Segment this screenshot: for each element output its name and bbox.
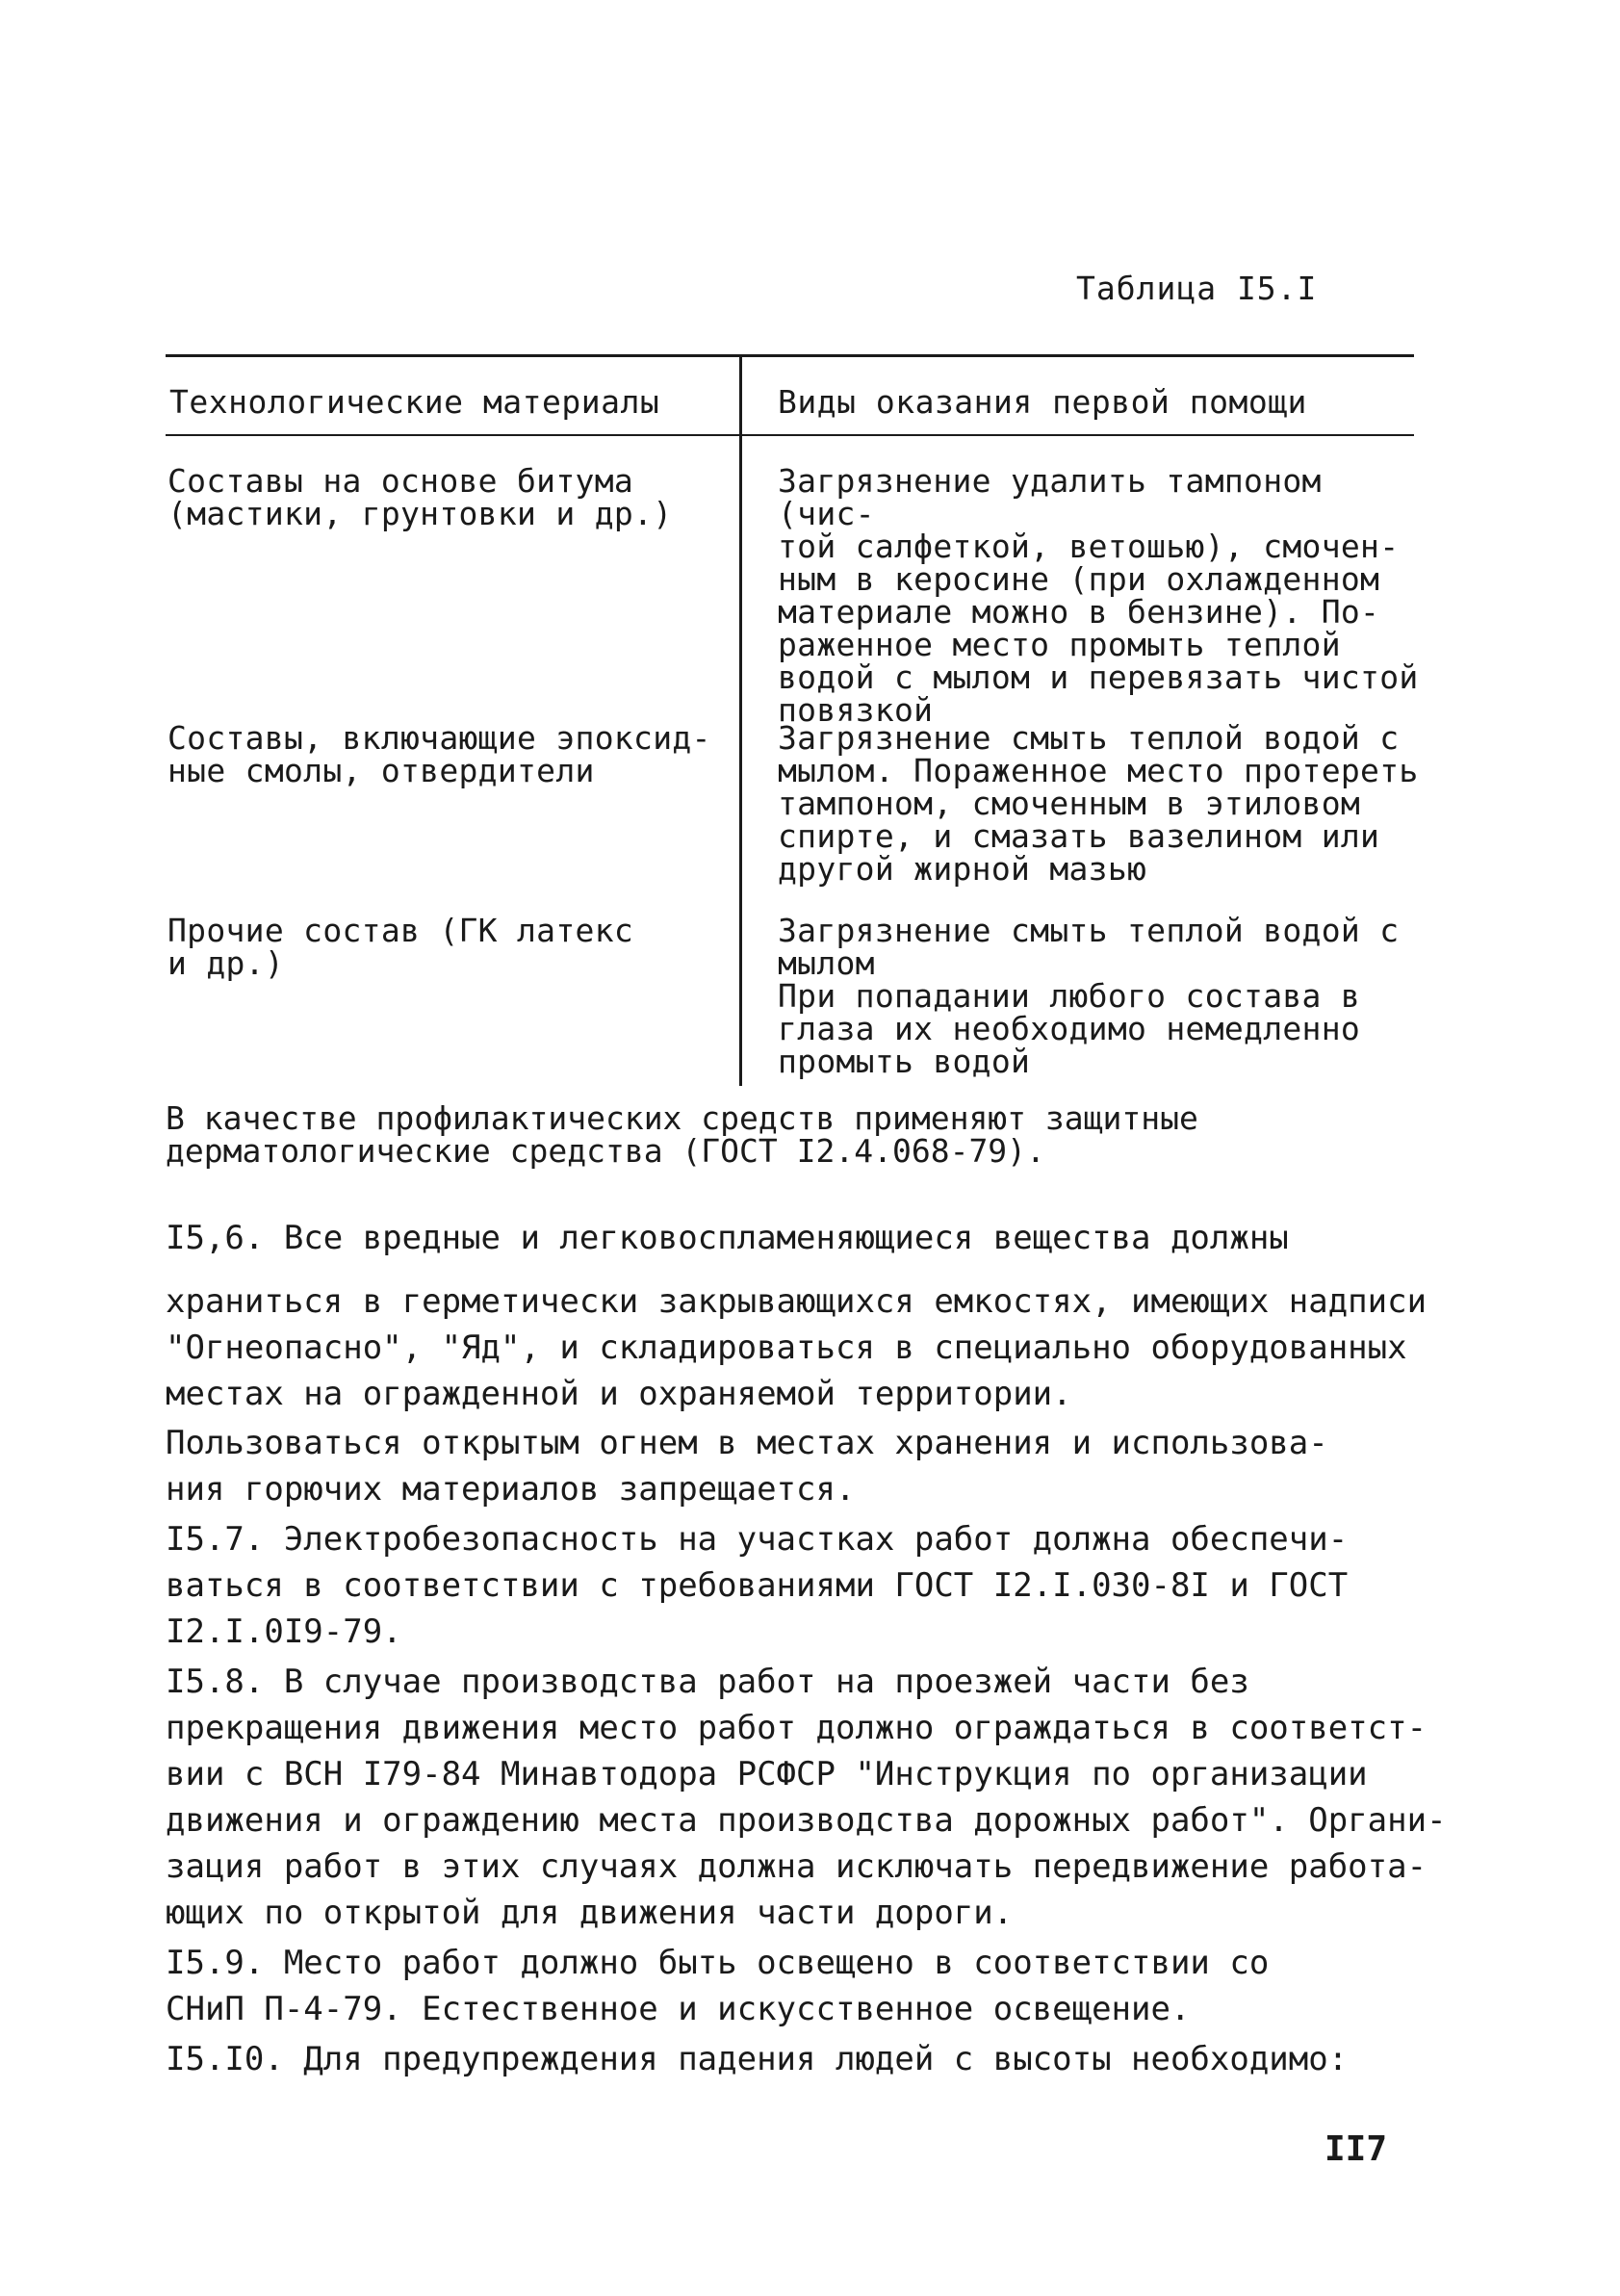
table-cell-material-3: Прочие состав (ГК латекс и др.) (167, 912, 634, 982)
table-header-first-aid: Виды оказания первой помощи (778, 383, 1307, 421)
table-column-divider (739, 354, 742, 1086)
paragraph-open-fire: Пользоваться открытым огнем в местах хранения и использова- ния горючих материалов запрещается. (166, 1424, 1328, 1509)
table-cell-first-aid-3: Загрязнение смыть теплой водой с мылом При попадании любого состава в глаза их необходимо немедленно промыть водой (778, 912, 1400, 1080)
page-number: II7 (1324, 2129, 1388, 2169)
table-cell-first-aid-2: Загрязнение смыть теплой водой с мылом. Пораженное место протереть тампоном, смоченным в этиловом спирте, и смазать вазелином или другой жирной мазью (778, 719, 1419, 888)
paragraph-15-9: I5.9. Место работ должно быть освещено в соответствии со СНиП П-4-79. Естественное и искусственное освещение. (166, 1944, 1270, 2028)
table-caption: Таблица I5.I (1076, 270, 1318, 307)
paragraph-15-6-body: храниться в герметически закрывающихся емкостях, имеющих надписи "Огнеопасно", "Яд", и складироваться в специально оборудованных местах на огражденной и охраняемой территории. (166, 1282, 1427, 1413)
table-note: В качестве профилактических средств применяют защитные дерматологические средства (ГОСТ I2.4.068-79). (166, 1099, 1198, 1170)
table-cell-first-aid-1: Загрязнение удалить тампоном (чис- той салфеткой, ветошью), смочен- ным в керосине (при охлажденном материале можно в бензине). По- раженное место промыть теплой водой с мылом и перевязать чистой повязкой (778, 462, 1419, 729)
paragraph-15-6-lead: I5,6. Все вредные и легковоспламеняющиеся вещества должны (166, 1219, 1289, 1257)
table-header-materials: Технологические материалы (169, 383, 660, 421)
table-header-rule (166, 434, 1414, 436)
paragraph-15-8: I5.8. В случае производства работ на проезжей части без прекращения движения место работ должно ограждаться в соответст- вии с ВСН I79-84 Минавтодора РСФСР "Инструкция по организации движения и ограждению места производства дорожных работ". Органи- зация работ в этих случаях должна исключать передвижение работа- ющих по открытой для движения части дороги. (166, 1663, 1447, 1932)
table-top-rule (166, 354, 1414, 357)
table-cell-material-1: Составы на основе битума (мастики, грунтовки и др.) (167, 462, 673, 532)
paragraph-15-10: I5.I0. Для предупреждения падения людей с высоты необходимо: (166, 2040, 1349, 2078)
table-cell-material-2: Составы, включающие эпоксид- ные смолы, отвердители (167, 719, 711, 789)
paragraph-15-7: I5.7. Электробезопасность на участках работ должна обеспечи- ваться в соответствии с требованиями ГОСТ I2.I.030-8I и ГОСТ I2.I.0I9-79. (166, 1520, 1349, 1651)
